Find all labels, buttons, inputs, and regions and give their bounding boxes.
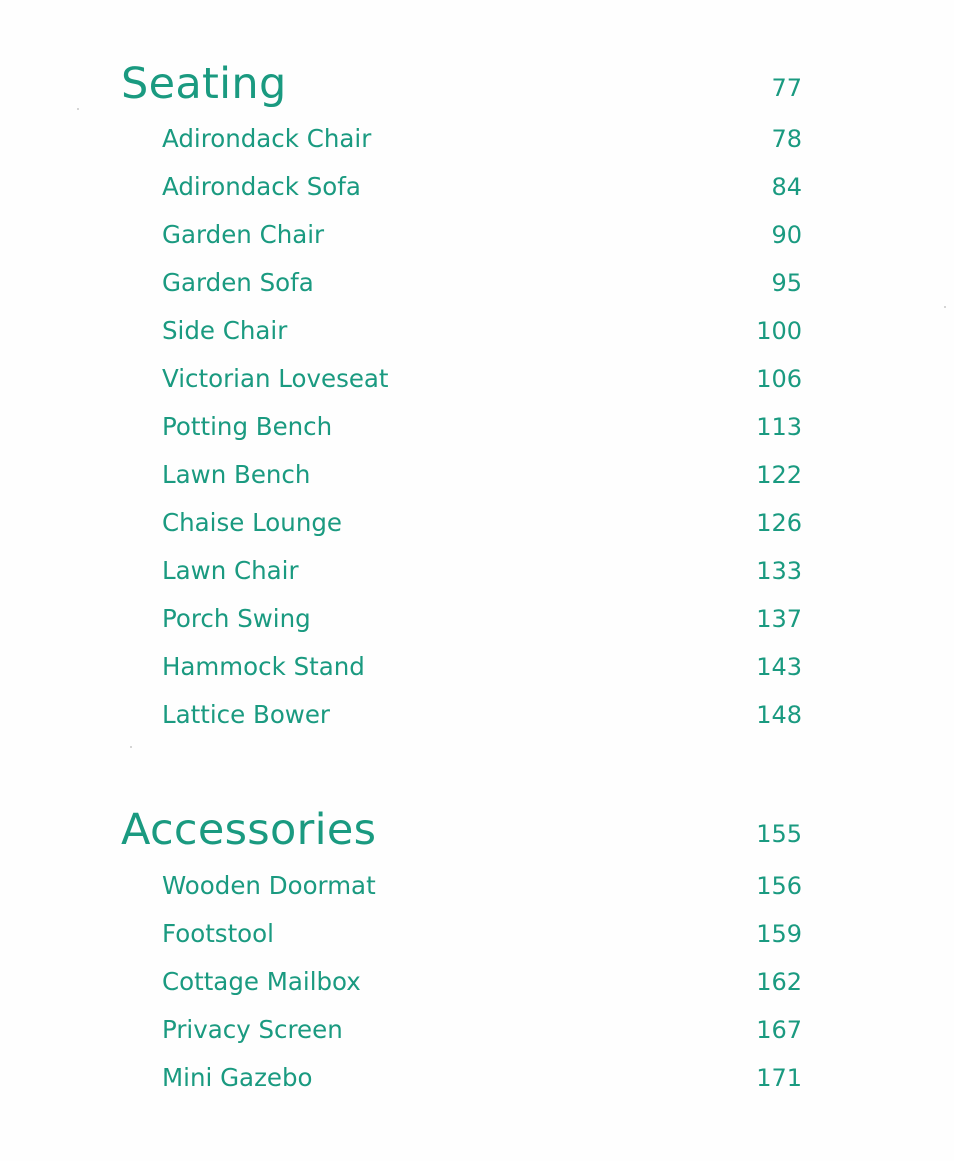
entry-title: Lawn Chair [162, 556, 299, 585]
toc-entry-list [0, 119, 954, 743]
entry-page-number: 143 [756, 653, 802, 681]
entry-title: Adirondack Chair [162, 124, 372, 153]
toc-entry[interactable] [0, 866, 954, 914]
entry-page-number: 162 [756, 968, 802, 996]
toc-entry[interactable] [0, 503, 954, 551]
entry-title: Victorian Loveseat [162, 364, 389, 393]
entry-title: Garden Sofa [162, 268, 314, 297]
toc-entry[interactable] [0, 119, 954, 167]
toc-entry[interactable] [0, 647, 954, 695]
toc-entry-list [0, 866, 954, 1106]
entry-page-number: 148 [756, 701, 802, 729]
entry-page-number: 156 [756, 872, 802, 900]
entry-page-number: 106 [756, 365, 802, 393]
entry-page-number: 84 [771, 173, 802, 201]
entry-title: Hammock Stand [162, 652, 365, 681]
toc-entry[interactable] [0, 215, 954, 263]
entry-page-number: 126 [756, 509, 802, 537]
entry-title: Chaise Lounge [162, 508, 342, 537]
entry-page-number: 171 [756, 1064, 802, 1092]
entry-title: Footstool [162, 919, 274, 948]
section-heading[interactable] [0, 800, 954, 860]
entry-page-number: 167 [756, 1016, 802, 1044]
entry-title: Cottage Mailbox [162, 967, 361, 996]
entry-title: Side Chair [162, 316, 288, 345]
toc-entry[interactable] [0, 311, 954, 359]
toc-entry[interactable] [0, 359, 954, 407]
entry-page-number: 159 [756, 920, 802, 948]
entry-title: Porch Swing [162, 604, 311, 633]
entry-title: Garden Chair [162, 220, 325, 249]
toc-entry[interactable] [0, 551, 954, 599]
toc-section-accessories [0, 800, 954, 1106]
entry-page-number: 113 [756, 413, 802, 441]
toc-entry[interactable] [0, 962, 954, 1010]
entry-page-number: 100 [756, 317, 802, 345]
entry-title: Potting Bench [162, 412, 333, 441]
entry-title: Lawn Bench [162, 460, 311, 489]
entry-page-number: 95 [771, 269, 802, 297]
entry-title: Mini Gazebo [162, 1063, 313, 1092]
toc-entry[interactable] [0, 455, 954, 503]
entry-title: Privacy Screen [162, 1015, 343, 1044]
section-heading[interactable] [0, 54, 954, 114]
toc-section-seating [0, 54, 954, 743]
toc-entry[interactable] [0, 914, 954, 962]
section-title: Accessories [121, 805, 377, 855]
section-title: Seating [121, 59, 287, 109]
section-page-number: 77 [771, 74, 802, 102]
toc-entry[interactable] [0, 263, 954, 311]
entry-page-number: 133 [756, 557, 802, 585]
toc-entry[interactable] [0, 167, 954, 215]
toc-entry[interactable] [0, 599, 954, 647]
toc-entry[interactable] [0, 1058, 954, 1106]
entry-title: Adirondack Sofa [162, 172, 361, 201]
section-page-number: 155 [756, 820, 802, 848]
entry-page-number: 122 [756, 461, 802, 489]
entry-page-number: 90 [771, 221, 802, 249]
toc-entry[interactable] [0, 407, 954, 455]
entry-title: Lattice Bower [162, 700, 330, 729]
entry-title: Wooden Doormat [162, 871, 376, 900]
entry-page-number: 137 [756, 605, 802, 633]
toc-entry[interactable] [0, 1010, 954, 1058]
toc-entry[interactable] [0, 695, 954, 743]
paper-speck [130, 746, 132, 748]
entry-page-number: 78 [771, 125, 802, 153]
